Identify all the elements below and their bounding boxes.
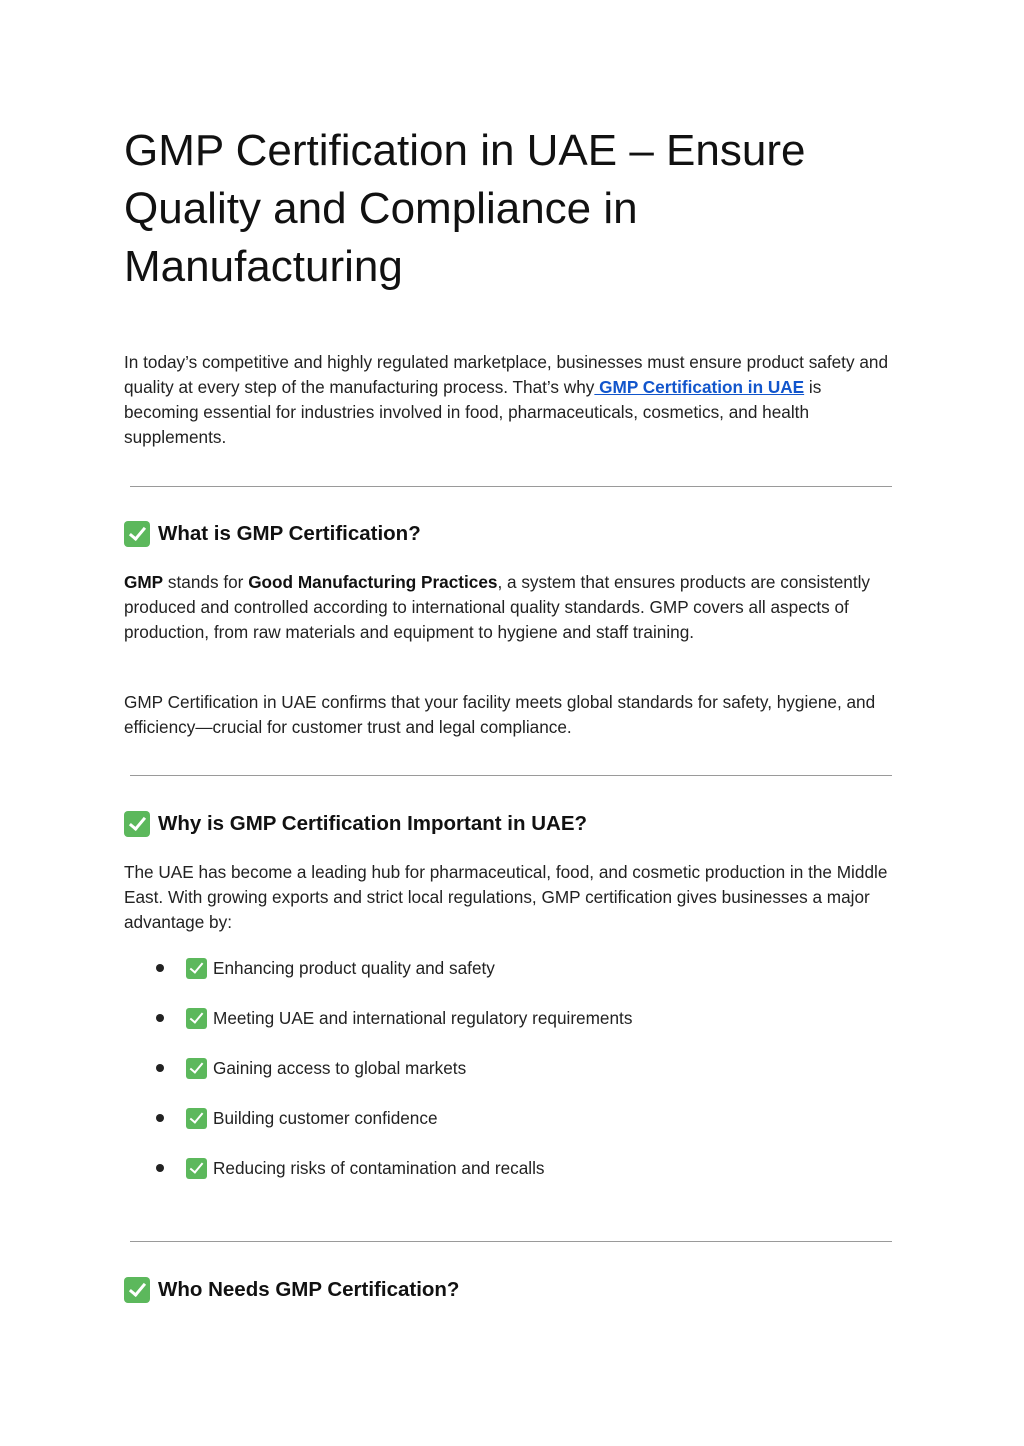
gmp-certification-link[interactable]: GMP Certification in UAE — [594, 377, 805, 397]
check-mark-icon — [186, 1058, 207, 1079]
list-item-text: Meeting UAE and international regulatory requirements — [213, 1008, 633, 1028]
section-heading-text: What is GMP Certification? — [158, 522, 421, 545]
page-title: GMP Certification in UAE – Ensure Quality and Compliance in Manufacturing — [124, 126, 806, 291]
check-mark-icon — [186, 1008, 207, 1029]
section-heading-text: Why is GMP Certification Important in UAE? — [158, 812, 588, 835]
intro-text-after: is becoming essential for industries involved in food, pharmaceuticals, cosmetics, and health supplements. — [124, 377, 822, 447]
check-mark-icon — [186, 1108, 207, 1129]
bold-term-good-manufacturing-practices: Good Manufacturing Practices — [248, 572, 498, 592]
bold-term-gmp: GMP — [124, 572, 164, 592]
uae-hub-paragraph: The UAE has become a leading hub for pharmaceutical, food, and cosmetic production in the Middle East. With growing exports and strict local regulations, GMP certification gives businesses a major advantage by: — [124, 862, 888, 932]
section-heading-why-important — [124, 810, 587, 838]
gmp-uae-paragraph: GMP Certification in UAE confirms that your facility meets global standards for safety, hygiene, and efficiency—crucial for customer trust and legal compliance. — [124, 692, 876, 737]
section-heading-what-is-gmp — [124, 520, 421, 548]
list-item-text: Building customer confidence — [213, 1108, 438, 1128]
inline-text: , a system that ensures products are consistently produced and controlled according to international quality standards. GMP covers all aspects of production, from raw materials and equipment to hygiene and staff training. — [124, 572, 871, 642]
check-mark-icon — [186, 958, 207, 979]
bullet-icon — [156, 964, 164, 972]
bullet-icon — [156, 1164, 164, 1172]
intro-paragraph — [124, 350, 900, 450]
check-mark-icon — [186, 1158, 207, 1179]
bullet-icon — [156, 1014, 164, 1022]
section-heading-text: Who Needs GMP Certification? — [158, 1278, 460, 1301]
intro-text-before: In today’s competitive and highly regulated marketplace, businesses must ensure product safety and quality at every step of the manufacturing process. That’s why — [124, 352, 889, 397]
bullet-icon — [156, 1114, 164, 1122]
divider — [130, 486, 892, 487]
inline-text: stands for — [163, 572, 249, 592]
list-item-text: Gaining access to global markets — [213, 1058, 467, 1078]
section-heading-who-needs — [124, 1276, 459, 1304]
bullet-icon — [156, 1064, 164, 1072]
list-item-text: Reducing risks of contamination and recalls — [213, 1158, 545, 1178]
gmp-definition-paragraph — [124, 570, 900, 645]
check-mark-icon — [124, 521, 150, 547]
check-mark-icon — [124, 811, 150, 837]
divider — [130, 775, 892, 776]
check-mark-icon — [124, 1277, 150, 1303]
list-item-text: Enhancing product quality and safety — [213, 958, 495, 978]
divider — [130, 1241, 892, 1242]
